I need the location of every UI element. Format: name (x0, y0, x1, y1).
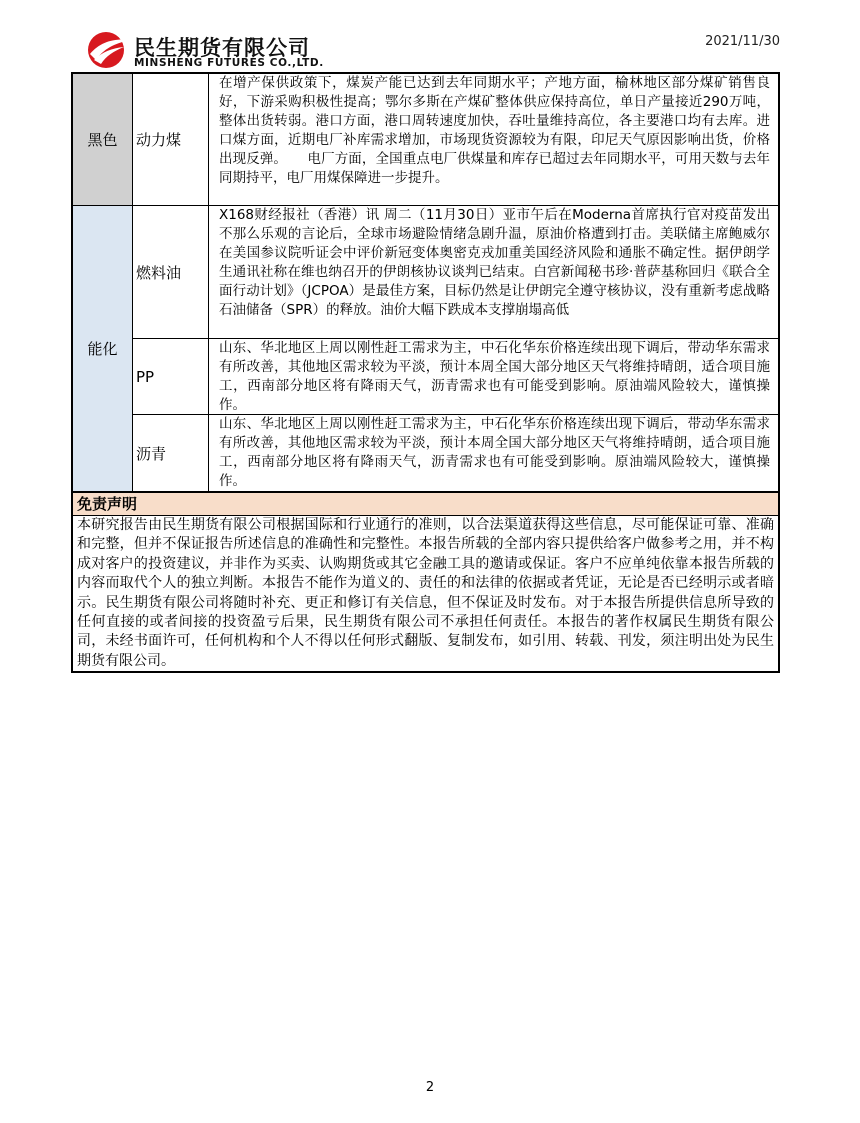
report-table (71, 72, 780, 673)
product-commentary: X168财经报社（香港）讯 周二（11月30日）亚市午后在Moderna首席执行官对疫苗发出不那么乐观的言论后，全球市场避险情绪急剧升温，原油价格遭到打击。美联储主席鲍威尔在美国参议院听证会中评价新冠变体奥密克戎加重美国经济风险和通胀不确定性。据伊朗学生通讯社称在维也纳召开的伊朗核协议谈判已结束。白宫新闻秘书珍·普萨基称回归《联合全面行动计划》（JCPOA）是最佳方案，目标仍然是让伊朗完全遵守核协议，没有重新考虑战略石油储备（SPR）的释放。油价大幅下跌成本支撑崩塌高低 (219, 207, 770, 318)
page-number: 2 (425, 1080, 435, 1095)
product-row (133, 339, 778, 415)
category-label: 能化 (73, 206, 133, 491)
product-name: 燃料油 (133, 206, 209, 338)
product-commentary: 山东、华北地区上周以刚性赶工需求为主，中石化华东价格连续出现下调后，带动华东需求有所改善，其他地区需求较为平淡，预计本周全国大部分地区天气将维持晴朗，适合项目施工，西南部分地区将有降雨天气，沥青需求也有可能受到影响。原油端风险较大，谨慎操作。 (219, 416, 770, 489)
product-commentary: 山东、华北地区上周以刚性赶工需求为主，中石化华东价格连续出现下调后，带动华东需求有所改善，其他地区需求较为平淡，预计本周全国大部分地区天气将维持晴朗，适合项目施工，西南部分地区将有降雨天气，沥青需求也有可能受到影响。原油端风险较大，谨慎操作。 (219, 340, 770, 413)
page-header (72, 28, 780, 72)
disclaimer-text: 本研究报告由民生期货有限公司根据国际和行业通行的准则，以合法渠道获得这些信息，尽可能保证可靠、准确和完整，但并不保证报告所述信息的准确性和完整性。本报告所载的全部内容只提供给客户做参考之用，并不构成对客户的投资建议，并非作为买卖、认购期货或其它金融工具的邀请或保证。客户不应单纯依靠本报告所载的内容而取代个人的独立判断。本报告不能作为道义的、责任的和法律的依据或者凭证，无论是否已经明示或者暗示。民生期货有限公司将随时补充、更正和修订有关信息，但不保证及时发布。对于本报告所提供信息所导致的任何直接的或者间接的投资盈亏后果，民生期货有限公司不承担任何责任。本报告的著作权属民生期货有限公司，未经书面许可，任何机构和个人不得以任何形式翻版、复制发布，如引用、转载、刊发，须注明出处为民生期货有限公司。 (77, 517, 774, 669)
minsheng-logo-icon (84, 28, 132, 70)
product-name: 沥青 (133, 415, 209, 491)
report-date: 2021/11/30 (705, 34, 780, 49)
company-name-en: MINSHENG FUTURES CO.,LTD. (134, 57, 324, 69)
disclaimer-title: 免责声明 (73, 492, 778, 516)
product-commentary: 在增产保供政策下，煤炭产能已达到去年同期水平；产地方面，榆林地区部分煤矿销售良好，下游采购积极性提高；鄂尔多斯在产煤矿整体供应保持高位，单日产量接近290万吨，整体出货转弱。港口方面，港口周转速度加快，吞吐量维持高位，各主要港口均有去库。进口煤方面，近期电厂补库需求增加，市场现货资源较为有限，印尼天气原因影响出货，价格出现反弹。 电厂方面，全国重点电厂供煤量和库存已超过去年同期水平，可用天数与去年同期持平，电厂用煤保障进一步提升。 (219, 75, 770, 186)
product-name: PP (133, 339, 209, 414)
product-name: 动力煤 (133, 74, 209, 205)
disclaimer-section (73, 492, 778, 671)
section-black (73, 74, 778, 206)
product-row (133, 415, 778, 491)
company-name-cn: 民生期货有限公司 (134, 36, 310, 60)
category-label: 黑色 (73, 74, 133, 205)
product-row (133, 206, 778, 339)
product-row (133, 74, 778, 205)
section-energy (73, 206, 778, 492)
